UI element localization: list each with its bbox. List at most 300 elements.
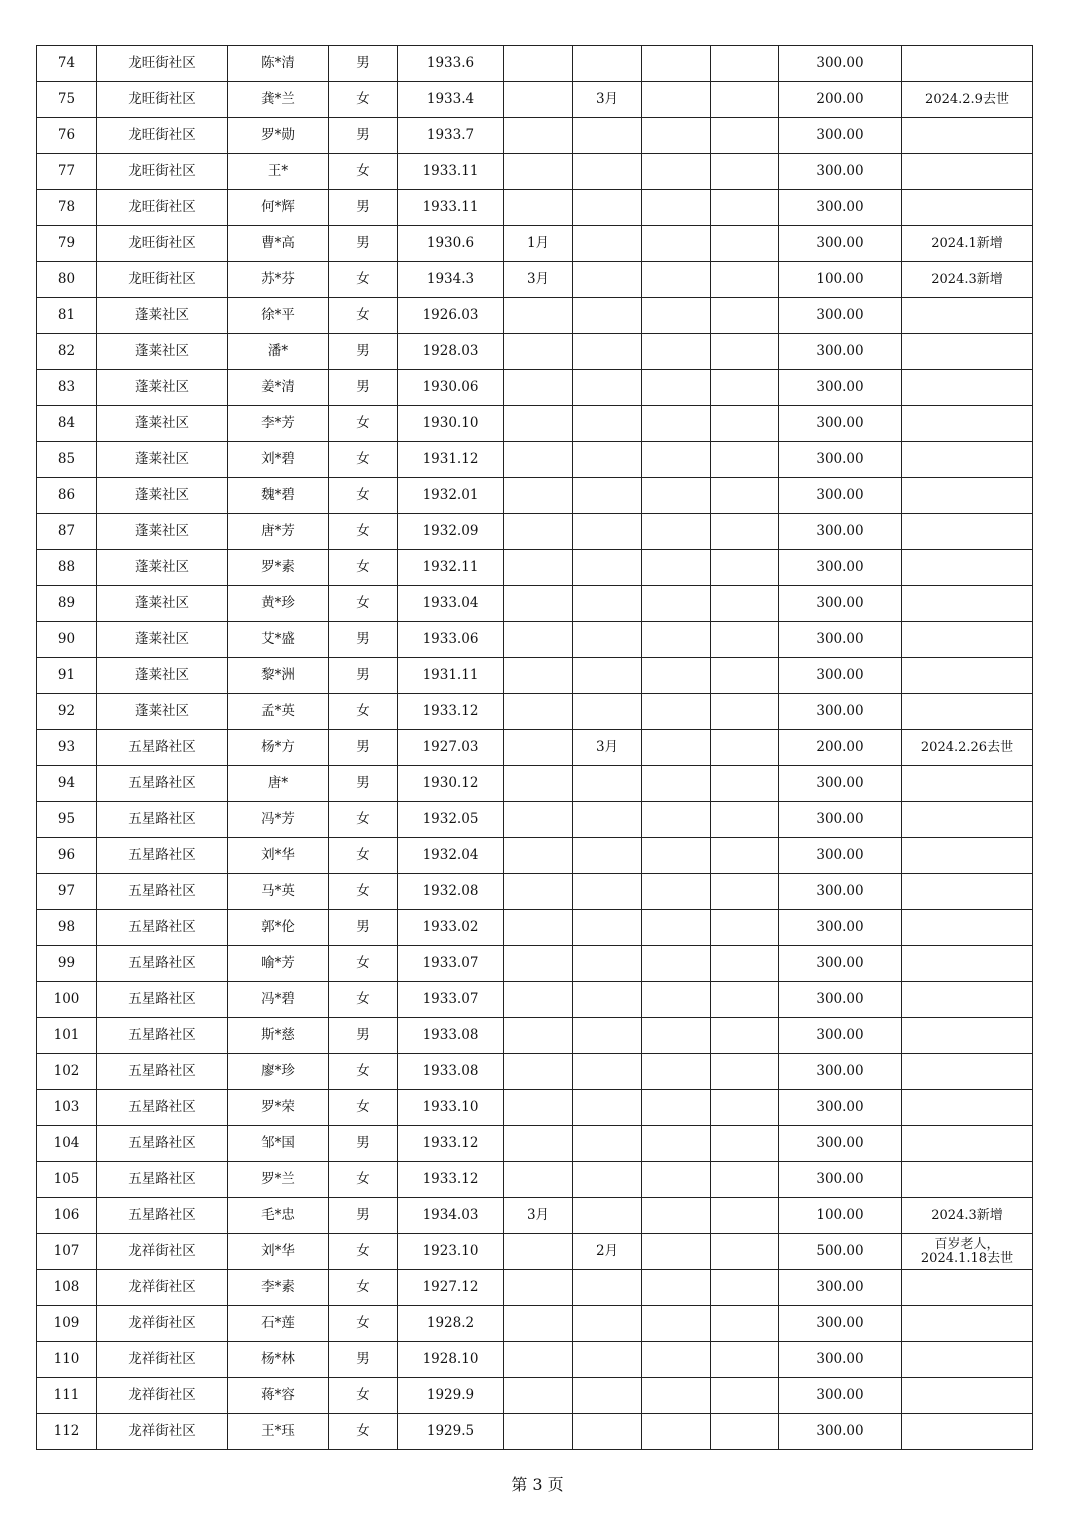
birth-date-cell: 1933.06 — [398, 622, 504, 658]
blank-cell — [642, 874, 711, 910]
name-cell: 刘*华 — [228, 838, 329, 874]
blank-cell — [642, 442, 711, 478]
birth-date-cell: 1926.03 — [398, 298, 504, 334]
birth-date-cell: 1932.08 — [398, 874, 504, 910]
blank-cell — [711, 334, 779, 370]
birth-date-cell: 1933.11 — [398, 190, 504, 226]
blank-cell — [642, 550, 711, 586]
name-cell: 姜*清 — [228, 370, 329, 406]
community-cell: 蓬莱社区 — [97, 550, 228, 586]
birth-date-cell: 1932.11 — [398, 550, 504, 586]
community-cell: 五星路社区 — [97, 1198, 228, 1234]
blank-cell — [711, 46, 779, 82]
month-added-cell — [504, 1414, 573, 1450]
month-added-cell — [504, 82, 573, 118]
amount-cell: 300.00 — [779, 1342, 902, 1378]
elderly-subsidy-table — [36, 45, 1033, 1450]
name-cell: 唐*芳 — [228, 514, 329, 550]
blank-cell — [711, 406, 779, 442]
gender-cell: 女 — [329, 838, 398, 874]
name-cell: 王*珏 — [228, 1414, 329, 1450]
name-cell: 毛*忠 — [228, 1198, 329, 1234]
blank-cell — [642, 658, 711, 694]
birth-date-cell: 1932.04 — [398, 838, 504, 874]
blank-cell — [711, 1162, 779, 1198]
amount-cell: 300.00 — [779, 478, 902, 514]
amount-cell: 300.00 — [779, 658, 902, 694]
remark-cell — [902, 406, 1033, 442]
month-removed-cell: 3月 — [573, 730, 642, 766]
name-cell: 陈*清 — [228, 46, 329, 82]
blank-cell — [642, 730, 711, 766]
table-row — [37, 334, 1033, 370]
month-removed-cell — [573, 262, 642, 298]
month-removed-cell — [573, 118, 642, 154]
table-row — [37, 658, 1033, 694]
blank-cell — [642, 1270, 711, 1306]
month-removed-cell — [573, 1126, 642, 1162]
community-cell: 龙旺街社区 — [97, 262, 228, 298]
month-removed-cell — [573, 1162, 642, 1198]
name-cell: 艾*盛 — [228, 622, 329, 658]
month-removed-cell — [573, 946, 642, 982]
name-cell: 曹*高 — [228, 226, 329, 262]
blank-cell — [711, 730, 779, 766]
month-added-cell — [504, 442, 573, 478]
gender-cell: 男 — [329, 370, 398, 406]
blank-cell — [711, 298, 779, 334]
table-row — [37, 1018, 1033, 1054]
table-row — [37, 442, 1033, 478]
table-row — [37, 730, 1033, 766]
remark-cell — [902, 190, 1033, 226]
month-added-cell — [504, 622, 573, 658]
community-cell: 五星路社区 — [97, 1162, 228, 1198]
amount-cell: 300.00 — [779, 982, 902, 1018]
community-cell: 蓬莱社区 — [97, 298, 228, 334]
row-number-cell: 98 — [37, 910, 97, 946]
month-removed-cell — [573, 874, 642, 910]
birth-date-cell: 1933.07 — [398, 982, 504, 1018]
table-row — [37, 478, 1033, 514]
month-added-cell: 1月 — [504, 226, 573, 262]
blank-cell — [642, 910, 711, 946]
birth-date-cell: 1923.10 — [398, 1234, 504, 1270]
blank-cell — [711, 910, 779, 946]
remark-cell — [902, 478, 1033, 514]
remark-cell — [902, 658, 1033, 694]
blank-cell — [711, 262, 779, 298]
month-removed-cell — [573, 442, 642, 478]
remark-cell — [902, 1162, 1033, 1198]
amount-cell: 100.00 — [779, 262, 902, 298]
name-cell: 苏*芬 — [228, 262, 329, 298]
table-row — [37, 982, 1033, 1018]
remark-cell: 2024.2.9去世 — [902, 82, 1033, 118]
month-added-cell — [504, 1270, 573, 1306]
row-number-cell: 111 — [37, 1378, 97, 1414]
blank-cell — [711, 802, 779, 838]
month-added-cell — [504, 1090, 573, 1126]
row-number-cell: 79 — [37, 226, 97, 262]
row-number-cell: 107 — [37, 1234, 97, 1270]
gender-cell: 女 — [329, 514, 398, 550]
table-row — [37, 226, 1033, 262]
month-added-cell: 3月 — [504, 1198, 573, 1234]
amount-cell: 300.00 — [779, 946, 902, 982]
amount-cell: 100.00 — [779, 1198, 902, 1234]
birth-date-cell: 1928.03 — [398, 334, 504, 370]
month-removed-cell — [573, 370, 642, 406]
blank-cell — [642, 1018, 711, 1054]
remark-cell — [902, 982, 1033, 1018]
name-cell: 冯*碧 — [228, 982, 329, 1018]
remark-cell — [902, 334, 1033, 370]
table-row — [37, 370, 1033, 406]
name-cell: 廖*珍 — [228, 1054, 329, 1090]
blank-cell — [642, 1414, 711, 1450]
amount-cell: 300.00 — [779, 514, 902, 550]
row-number-cell: 112 — [37, 1414, 97, 1450]
blank-cell — [642, 406, 711, 442]
table-row — [37, 946, 1033, 982]
blank-cell — [642, 226, 711, 262]
month-added-cell — [504, 550, 573, 586]
gender-cell: 女 — [329, 1306, 398, 1342]
community-cell: 蓬莱社区 — [97, 406, 228, 442]
blank-cell — [642, 622, 711, 658]
month-added-cell — [504, 946, 573, 982]
blank-cell — [642, 766, 711, 802]
name-cell: 黎*洲 — [228, 658, 329, 694]
blank-cell — [642, 262, 711, 298]
remark-cell: 百岁老人，2024.1.18去世 — [902, 1234, 1033, 1270]
gender-cell: 女 — [329, 1234, 398, 1270]
gender-cell: 女 — [329, 478, 398, 514]
page-number: 第 3 页 — [511, 1475, 564, 1494]
birth-date-cell: 1931.11 — [398, 658, 504, 694]
amount-cell: 300.00 — [779, 694, 902, 730]
birth-date-cell: 1931.12 — [398, 442, 504, 478]
blank-cell — [711, 226, 779, 262]
table-row — [37, 694, 1033, 730]
name-cell: 杨*方 — [228, 730, 329, 766]
remark-cell — [902, 1306, 1033, 1342]
blank-cell — [642, 946, 711, 982]
birth-date-cell: 1929.9 — [398, 1378, 504, 1414]
month-removed-cell — [573, 658, 642, 694]
month-added-cell — [504, 874, 573, 910]
amount-cell: 300.00 — [779, 298, 902, 334]
remark-cell — [902, 550, 1033, 586]
row-number-cell: 89 — [37, 586, 97, 622]
gender-cell: 女 — [329, 874, 398, 910]
row-number-cell: 95 — [37, 802, 97, 838]
community-cell: 五星路社区 — [97, 802, 228, 838]
blank-cell — [642, 1054, 711, 1090]
gender-cell: 女 — [329, 1414, 398, 1450]
remark-cell — [902, 514, 1033, 550]
name-cell: 李*素 — [228, 1270, 329, 1306]
birth-date-cell: 1933.4 — [398, 82, 504, 118]
gender-cell: 男 — [329, 766, 398, 802]
blank-cell — [642, 334, 711, 370]
remark-cell — [902, 154, 1033, 190]
name-cell: 杨*林 — [228, 1342, 329, 1378]
blank-cell — [711, 514, 779, 550]
amount-cell: 300.00 — [779, 1018, 902, 1054]
blank-cell — [711, 1342, 779, 1378]
month-removed-cell — [573, 226, 642, 262]
table-row — [37, 802, 1033, 838]
birth-date-cell: 1928.10 — [398, 1342, 504, 1378]
month-added-cell — [504, 1342, 573, 1378]
row-number-cell: 96 — [37, 838, 97, 874]
amount-cell: 300.00 — [779, 802, 902, 838]
community-cell: 龙旺街社区 — [97, 226, 228, 262]
month-added-cell — [504, 46, 573, 82]
blank-cell — [711, 442, 779, 478]
month-removed-cell — [573, 550, 642, 586]
remark-cell — [902, 46, 1033, 82]
name-cell: 喻*芳 — [228, 946, 329, 982]
month-added-cell — [504, 190, 573, 226]
community-cell: 龙祥街社区 — [97, 1414, 228, 1450]
name-cell: 冯*芳 — [228, 802, 329, 838]
month-added-cell — [504, 370, 573, 406]
table-row — [37, 1126, 1033, 1162]
row-number-cell: 76 — [37, 118, 97, 154]
table-row — [37, 550, 1033, 586]
blank-cell — [642, 1234, 711, 1270]
community-cell: 蓬莱社区 — [97, 694, 228, 730]
month-removed-cell: 3月 — [573, 82, 642, 118]
amount-cell: 300.00 — [779, 406, 902, 442]
name-cell: 黄*珍 — [228, 586, 329, 622]
row-number-cell: 90 — [37, 622, 97, 658]
table-row — [37, 910, 1033, 946]
gender-cell: 女 — [329, 442, 398, 478]
row-number-cell: 91 — [37, 658, 97, 694]
table-row — [37, 1090, 1033, 1126]
community-cell: 五星路社区 — [97, 982, 228, 1018]
community-cell: 五星路社区 — [97, 1018, 228, 1054]
community-cell: 五星路社区 — [97, 1054, 228, 1090]
gender-cell: 女 — [329, 82, 398, 118]
month-added-cell — [504, 298, 573, 334]
month-removed-cell — [573, 514, 642, 550]
table-row — [37, 874, 1033, 910]
blank-cell — [711, 1414, 779, 1450]
name-cell: 斯*慈 — [228, 1018, 329, 1054]
amount-cell: 300.00 — [779, 766, 902, 802]
row-number-cell: 94 — [37, 766, 97, 802]
month-removed-cell — [573, 1054, 642, 1090]
row-number-cell: 88 — [37, 550, 97, 586]
row-number-cell: 84 — [37, 406, 97, 442]
name-cell: 郭*伦 — [228, 910, 329, 946]
blank-cell — [711, 658, 779, 694]
row-number-cell: 86 — [37, 478, 97, 514]
birth-date-cell: 1934.3 — [398, 262, 504, 298]
community-cell: 龙旺街社区 — [97, 154, 228, 190]
remark-cell: 2024.3新增 — [902, 1198, 1033, 1234]
amount-cell: 500.00 — [779, 1234, 902, 1270]
table-row — [37, 838, 1033, 874]
row-number-cell: 83 — [37, 370, 97, 406]
community-cell: 龙祥街社区 — [97, 1234, 228, 1270]
month-added-cell — [504, 334, 573, 370]
birth-date-cell: 1933.10 — [398, 1090, 504, 1126]
birth-date-cell: 1933.12 — [398, 694, 504, 730]
blank-cell — [711, 982, 779, 1018]
name-cell: 李*芳 — [228, 406, 329, 442]
birth-date-cell: 1933.6 — [398, 46, 504, 82]
row-number-cell: 92 — [37, 694, 97, 730]
community-cell: 龙祥街社区 — [97, 1342, 228, 1378]
blank-cell — [642, 1378, 711, 1414]
remark-cell — [902, 802, 1033, 838]
amount-cell: 300.00 — [779, 1054, 902, 1090]
gender-cell: 女 — [329, 982, 398, 1018]
month-removed-cell — [573, 622, 642, 658]
birth-date-cell: 1933.7 — [398, 118, 504, 154]
community-cell: 五星路社区 — [97, 766, 228, 802]
community-cell: 蓬莱社区 — [97, 514, 228, 550]
amount-cell: 300.00 — [779, 154, 902, 190]
name-cell: 马*英 — [228, 874, 329, 910]
community-cell: 五星路社区 — [97, 1126, 228, 1162]
remark-cell: 2024.2.26去世 — [902, 730, 1033, 766]
table-row — [37, 1306, 1033, 1342]
row-number-cell: 80 — [37, 262, 97, 298]
blank-cell — [642, 1342, 711, 1378]
blank-cell — [642, 514, 711, 550]
birth-date-cell: 1928.2 — [398, 1306, 504, 1342]
remark-cell — [902, 370, 1033, 406]
row-number-cell: 104 — [37, 1126, 97, 1162]
amount-cell: 300.00 — [779, 1306, 902, 1342]
gender-cell: 男 — [329, 334, 398, 370]
community-cell: 蓬莱社区 — [97, 334, 228, 370]
month-removed-cell — [573, 1270, 642, 1306]
amount-cell: 300.00 — [779, 118, 902, 154]
gender-cell: 男 — [329, 1342, 398, 1378]
name-cell: 王* — [228, 154, 329, 190]
month-removed-cell — [573, 838, 642, 874]
blank-cell — [642, 1306, 711, 1342]
blank-cell — [642, 802, 711, 838]
community-cell: 龙旺街社区 — [97, 82, 228, 118]
row-number-cell: 102 — [37, 1054, 97, 1090]
remark-cell — [902, 910, 1033, 946]
birth-date-cell: 1932.09 — [398, 514, 504, 550]
gender-cell: 男 — [329, 1126, 398, 1162]
row-number-cell: 74 — [37, 46, 97, 82]
row-number-cell: 108 — [37, 1270, 97, 1306]
month-added-cell — [504, 586, 573, 622]
gender-cell: 女 — [329, 1162, 398, 1198]
table-row — [37, 1054, 1033, 1090]
blank-cell — [711, 766, 779, 802]
table-row — [37, 1342, 1033, 1378]
month-removed-cell: 2月 — [573, 1234, 642, 1270]
amount-cell: 300.00 — [779, 1270, 902, 1306]
community-cell: 龙旺街社区 — [97, 190, 228, 226]
blank-cell — [642, 82, 711, 118]
table-row — [37, 406, 1033, 442]
month-added-cell — [504, 1054, 573, 1090]
gender-cell: 男 — [329, 118, 398, 154]
community-cell: 龙旺街社区 — [97, 46, 228, 82]
name-cell: 孟*英 — [228, 694, 329, 730]
gender-cell: 男 — [329, 658, 398, 694]
month-added-cell: 3月 — [504, 262, 573, 298]
blank-cell — [642, 1126, 711, 1162]
month-removed-cell — [573, 1306, 642, 1342]
month-removed-cell — [573, 1342, 642, 1378]
remark-cell — [902, 1126, 1033, 1162]
remark-cell — [902, 766, 1033, 802]
blank-cell — [711, 622, 779, 658]
gender-cell: 女 — [329, 1378, 398, 1414]
blank-cell — [711, 82, 779, 118]
row-number-cell: 82 — [37, 334, 97, 370]
amount-cell: 300.00 — [779, 334, 902, 370]
gender-cell: 女 — [329, 1270, 398, 1306]
community-cell: 蓬莱社区 — [97, 622, 228, 658]
birth-date-cell: 1927.03 — [398, 730, 504, 766]
blank-cell — [711, 1306, 779, 1342]
remark-cell — [902, 118, 1033, 154]
table-row — [37, 1162, 1033, 1198]
community-cell: 五星路社区 — [97, 1090, 228, 1126]
row-number-cell: 81 — [37, 298, 97, 334]
month-removed-cell — [573, 1198, 642, 1234]
table-row — [37, 622, 1033, 658]
birth-date-cell: 1933.11 — [398, 154, 504, 190]
remark-cell — [902, 874, 1033, 910]
row-number-cell: 105 — [37, 1162, 97, 1198]
birth-date-cell: 1930.6 — [398, 226, 504, 262]
blank-cell — [642, 118, 711, 154]
table-row — [37, 1198, 1033, 1234]
blank-cell — [711, 874, 779, 910]
name-cell: 蒋*容 — [228, 1378, 329, 1414]
table-row — [37, 1270, 1033, 1306]
blank-cell — [711, 370, 779, 406]
row-number-cell: 110 — [37, 1342, 97, 1378]
name-cell: 罗*勋 — [228, 118, 329, 154]
amount-cell: 300.00 — [779, 550, 902, 586]
month-removed-cell — [573, 694, 642, 730]
month-removed-cell — [573, 1414, 642, 1450]
gender-cell: 男 — [329, 622, 398, 658]
table-row — [37, 262, 1033, 298]
birth-date-cell: 1927.12 — [398, 1270, 504, 1306]
gender-cell: 女 — [329, 298, 398, 334]
month-removed-cell — [573, 1378, 642, 1414]
community-cell: 龙祥街社区 — [97, 1306, 228, 1342]
month-removed-cell — [573, 910, 642, 946]
row-number-cell: 100 — [37, 982, 97, 1018]
birth-date-cell: 1933.04 — [398, 586, 504, 622]
month-removed-cell — [573, 478, 642, 514]
blank-cell — [711, 1018, 779, 1054]
blank-cell — [642, 478, 711, 514]
name-cell: 魏*碧 — [228, 478, 329, 514]
row-number-cell: 103 — [37, 1090, 97, 1126]
